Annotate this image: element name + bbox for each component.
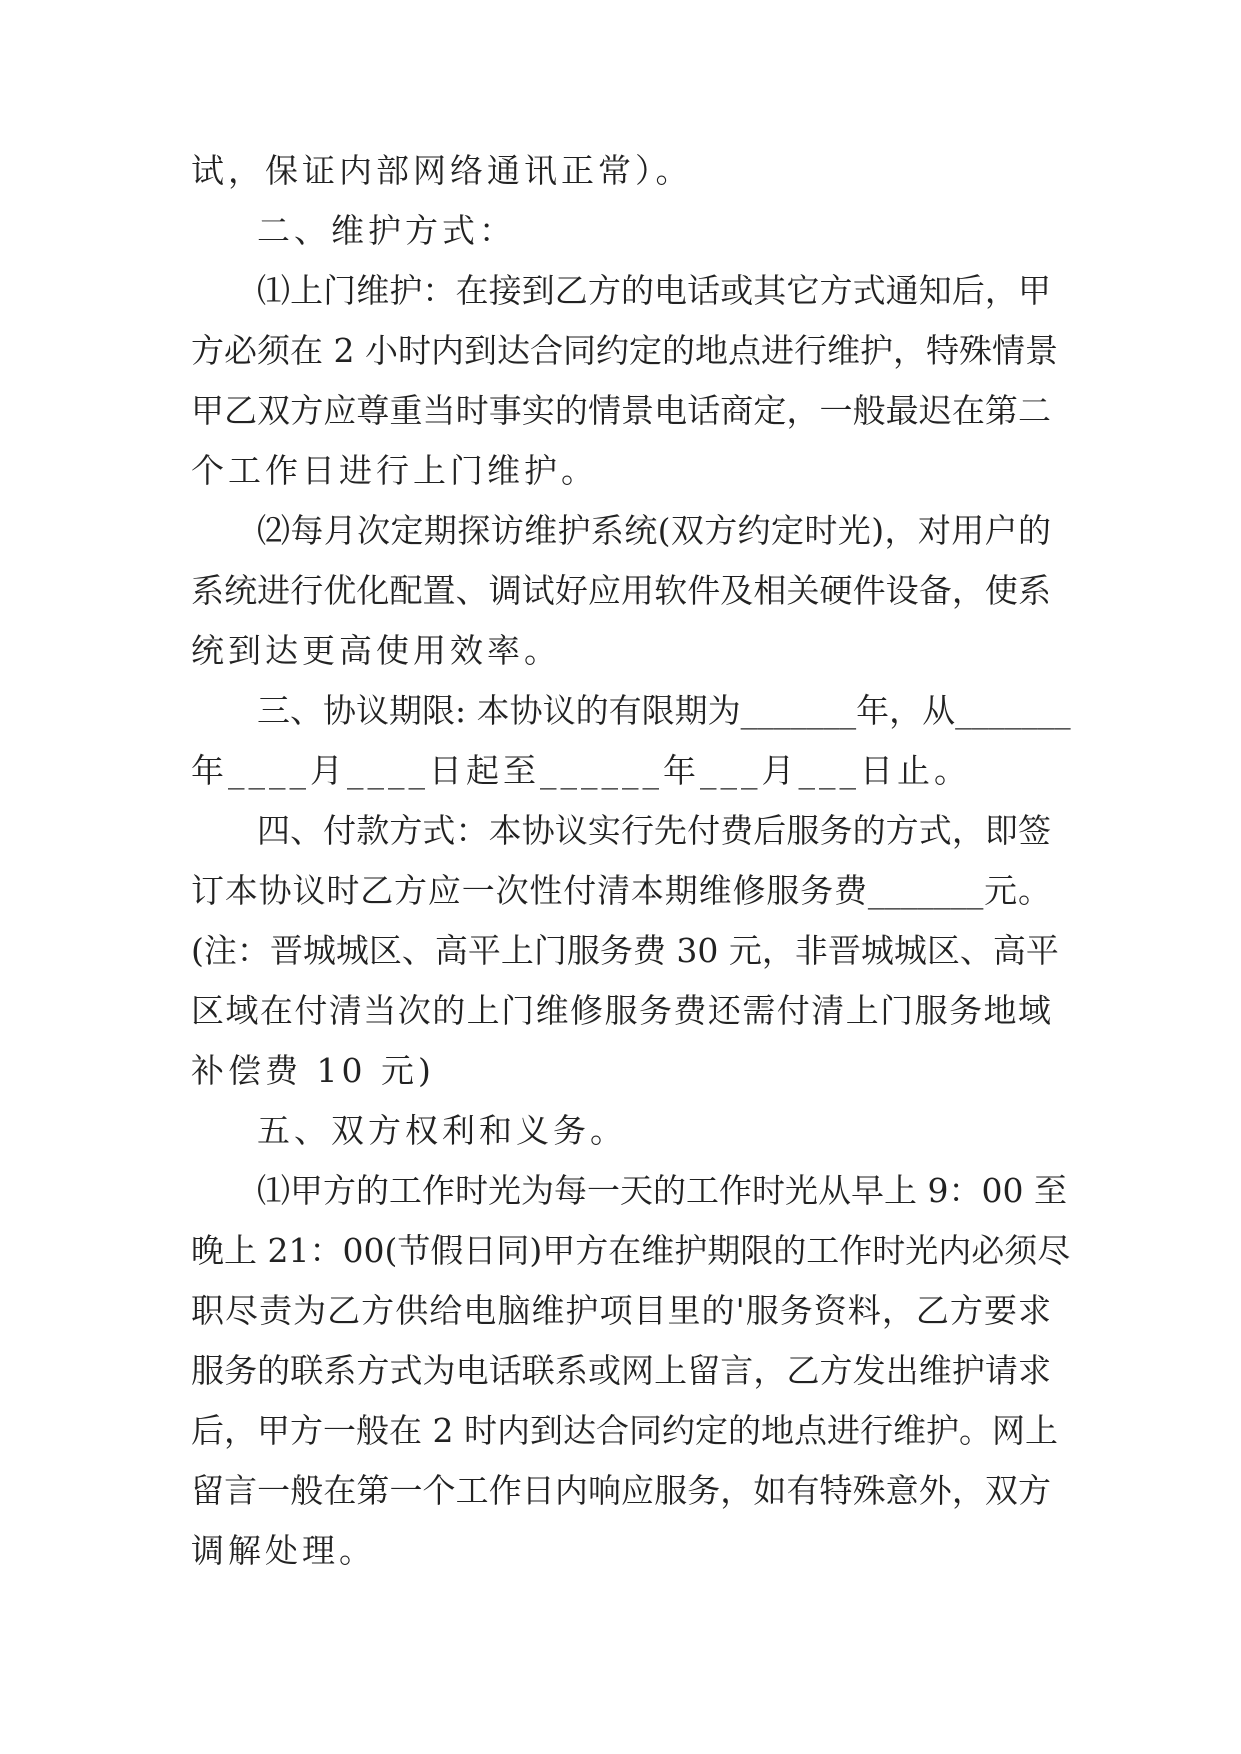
text-line-3: ⑴上门维护：在接到乙方的电话或其它方式通知后，甲 <box>257 271 1051 310</box>
text-line-15: 区域在付清当次的上门维修服务费还需付清上门服务地域 <box>191 991 1051 1030</box>
text-line-18: ⑴甲方的工作时光为每一天的工作时光从早上 9：00 至 <box>257 1171 1067 1210</box>
text-line-5: 甲乙双方应尊重当时事实的情景电话商定，一般最迟在第二 <box>191 391 1051 430</box>
section-heading-agreement-term: 三、协议期限: 本协议的有限期为_______年，从_______ <box>257 691 1071 730</box>
text-line-23: 留言一般在第一个工作日内响应服务，如有特殊意外，双方 <box>191 1471 1051 1510</box>
section-heading-maintenance-method: 二、维护方式： <box>257 211 516 250</box>
text-line-14: (注：晋城城区、高平上门服务费 30 元，非晋城城区、高平 <box>191 931 1059 970</box>
text-line-7: ⑵每月次定期探访维护系统(双方约定时光)，对用户的 <box>257 511 1051 550</box>
text-line-13: 订本协议时乙方应一次性付清本期维修服务费_______元。 <box>191 871 1051 910</box>
text-line-24: 调解处理。 <box>191 1531 376 1570</box>
text-line-16: 补偿费 10 元) <box>191 1051 435 1090</box>
text-line-4: 方必须在 2 小时内到达合同约定的地点进行维护，特殊情景 <box>191 331 1058 370</box>
text-line-22: 后，甲方一般在 2 时内到达合同约定的地点进行维护。网上 <box>191 1411 1058 1450</box>
section-heading-payment-method: 四、付款方式：本协议实行先付费后服务的方式，即签 <box>257 811 1051 850</box>
text-line-20: 职尽责为乙方供给电脑维护项目里的'服务资料，乙方要求 <box>191 1291 1051 1330</box>
text-line-21: 服务的联系方式为电话联系或网上留言，乙方发出维护请求 <box>191 1351 1051 1390</box>
text-line-1: 试，保证内部网络通讯正常）。 <box>191 151 693 190</box>
text-line-6: 个工作日进行上门维护。 <box>191 451 598 490</box>
text-line-11: 年____月____日起至______年___月___日止。 <box>191 751 971 790</box>
text-line-8: 系统进行优化配置、调试好应用软件及相关硬件设备，使系 <box>191 571 1051 610</box>
text-line-19: 晚上 21：00(节假日同)甲方在维护期限的工作时光内必须尽 <box>191 1231 1071 1270</box>
section-heading-rights-obligations: 五、双方权利和义务。 <box>257 1111 627 1150</box>
text-line-9: 统到达更高使用效率。 <box>191 631 561 670</box>
